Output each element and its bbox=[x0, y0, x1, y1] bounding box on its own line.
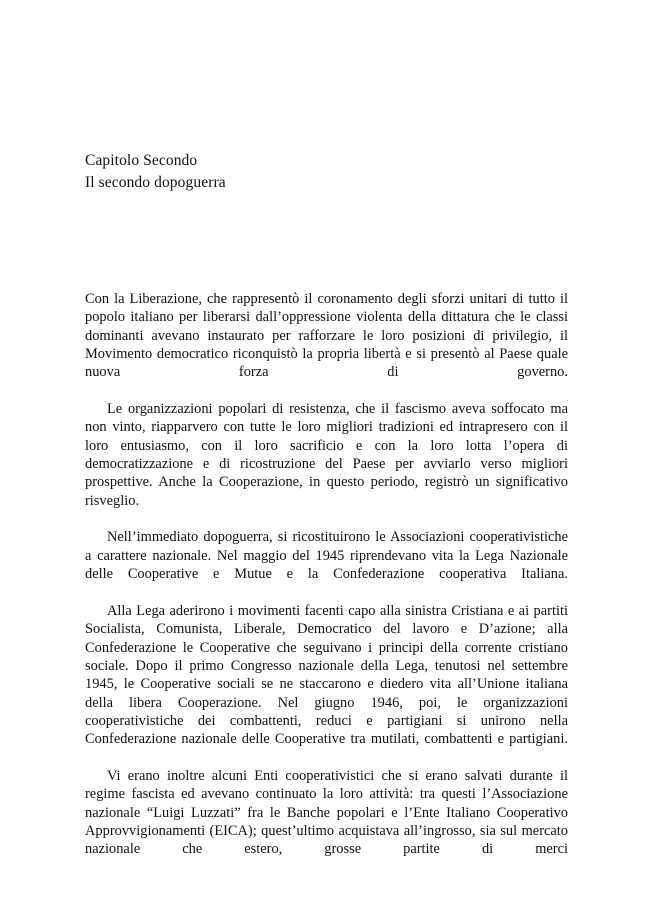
paragraph: Alla Lega aderirono i movimenti facenti capo alla sinistra Cristiana e ai partiti Socialista, Comunista, Liberale, Democratico del lavoro e D’azione; alla Confederazione le Cooperative che seguivano i principi della corrente cristiano sociale. Dopo il primo Congresso nazionale della Lega, tenutosi nel settembre 1945, le Cooperative sociali se ne staccarono e diedero vita all’Unione italiana della libera Cooperazione. Nel giugno 1946, poi, le organizzazioni cooperativistiche dei combattenti, reduci e partigiani si unirono nella Confederazione nazionale delle Cooperative tra mutilati, combattenti e partigiani. bbox=[85, 602, 568, 748]
chapter-number-line: Capitolo Secondo bbox=[85, 152, 198, 169]
chapter-heading bbox=[85, 150, 568, 194]
body-text bbox=[85, 290, 568, 877]
paragraph: Le organizzazioni popolari di resistenza, che il fascismo aveva soffocato ma non vinto, riapparvero con tutte le loro migliori tradizioni ed intrapresero con il loro entusiasmo, con il loro sacrificio e con la loro lotta l’opera di democratizzazione e di ricostruzione del Paese per avviarlo verso migliori prospettive. Anche la Cooperazione, in questo periodo, registrò un significativo risveglio. bbox=[85, 401, 568, 509]
chapter-title-line: Il secondo dopoguerra bbox=[85, 174, 226, 191]
paragraph: Con la Liberazione, che rappresentò il coronamento degli sforzi unitari di tutto il popolo italiano per liberarsi dall’oppressione violenta della dittatura che le classi dominanti avevano instaurato per rafforzare le loro posizioni di privilegio, il Movimento democratico riconquistò la propria libertà e si presentò al Paese quale nuova forza di governo. bbox=[85, 291, 568, 381]
paragraph: Nell’immediato dopoguerra, si ricostituirono le Associazioni cooperativistiche a carattere nazionale. Nel maggio del 1945 riprendevano vita la Lega Nazionale delle Cooperative e Mutue e la Confederazione cooperativa Italiana. bbox=[85, 529, 568, 583]
paragraph: Vi erano inoltre alcuni Enti cooperativistici che si erano salvati durante il regime fascista ed avevano continuato la loro attività: tra questi l’Associazione nazionale “Luigi Luzzati” fra le Banche popolari e l’Ente Italiano Cooperativo Approvvigionamenti (EICA); quest’ultimo acquistava all’ingrosso, sia sul mercato nazionale che estero, grosse partite di merci bbox=[85, 767, 568, 858]
